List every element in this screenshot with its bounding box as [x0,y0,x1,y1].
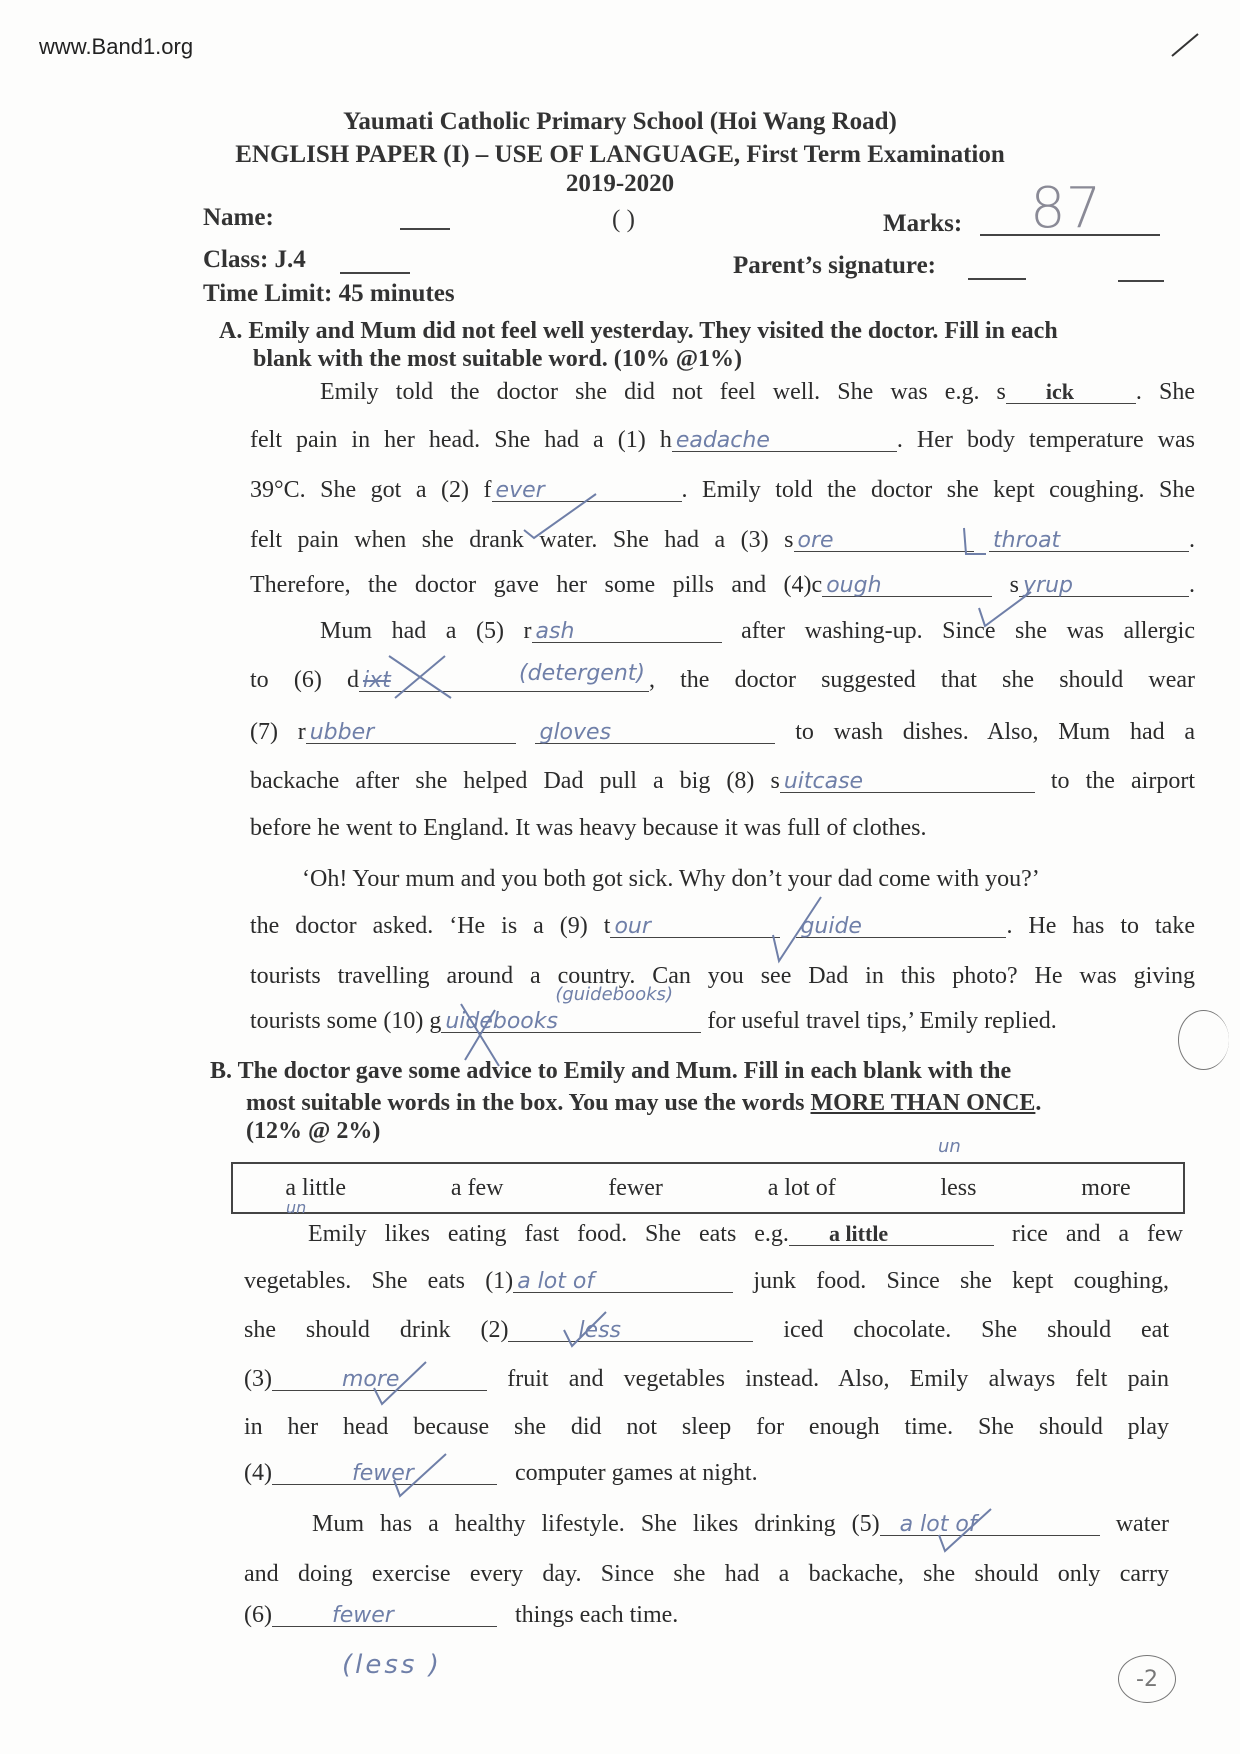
handwritten-answer: gloves [539,720,612,745]
passage-line [250,961,1195,991]
answer-blank-3a[interactable] [794,525,974,552]
deduction-mark: -2 [1118,1655,1176,1703]
passage-line [244,1266,1169,1296]
text: Mum has a healthy lifestyle. She likes drinking (5) [312,1511,880,1537]
passage-line [250,911,1195,941]
text: and doing exercise every day. Since she had a backache, she should only carry [244,1561,1169,1587]
word-option: fewer [608,1174,663,1201]
tick-mark-icon [390,1450,450,1500]
school-name: Yaumati Catholic Primary School (Hoi Wang Road) [343,108,897,135]
passage-line [244,1600,1169,1630]
example-answer: ick [1045,379,1075,404]
exam-year: 2019-2020 [565,170,675,197]
text: things each time. [514,1602,679,1628]
text: (7) r [250,719,306,745]
answer-blank-9a[interactable] [610,911,780,938]
text: . She [1135,379,1196,405]
text: most suitable words in the box. You may use the words [246,1090,811,1116]
text: iced chocolate. She should eat [783,1317,1169,1343]
handwritten-answer: guide [800,914,862,939]
passage-line [250,570,1195,600]
answer-blank-8[interactable] [780,766,1035,793]
handwritten-answer: ubber [309,720,375,745]
text: the doctor asked. ‘He is a (9) t [250,913,611,939]
passage-line [244,1315,1169,1345]
paper-title: ENGLISH PAPER (I) – USE OF LANGUAGE, First Term Examination [235,141,1005,168]
tick-mark-icon [935,1505,995,1555]
text: before he went to England. It was heavy because it was full of clothes. [250,815,927,841]
text: Therefore, the doctor gave her some pills and (4)c [250,572,823,598]
handwritten-answer: eadache [675,428,770,453]
watermark: www.Band1.org [39,34,194,59]
word-option: a little [285,1174,347,1201]
handwritten-answer: throat [993,528,1061,553]
handwritten-note: un [938,1136,961,1157]
tick-mark-icon [560,1310,610,1350]
text: tourists some (10) g [250,1008,442,1034]
answer-blank-b1[interactable] [513,1266,733,1293]
example-answer: a little [828,1221,889,1246]
passage-line [250,475,1195,505]
text: felt pain when she drank water. She had a (3) s [250,527,794,553]
text: . Her body temperature was [896,427,1195,453]
cross-mark-icon [385,652,455,702]
text: water [1115,1511,1170,1537]
section-b-instruction: B. The doctor gave some advice to Emily and Mum. Fill in each blank with the [210,1058,1012,1084]
answer-blank-b4[interactable] [272,1458,497,1485]
text: Mum had a (5) r [320,618,532,644]
handwritten-answer: ore [797,528,834,553]
tick-mark-icon [975,590,1035,630]
answer-blank-b6[interactable] [272,1600,497,1627]
emphasis-text: MORE THAN ONCE [810,1090,1036,1116]
answer-blank-3b[interactable] [989,525,1189,552]
section-b-marks: (12% @ 2%) [246,1118,381,1144]
text: to (6) d [250,667,359,693]
text: , the doctor suggested that she should wear [648,667,1196,693]
name-label: Name: [203,204,274,231]
text: rice and a few [1011,1221,1184,1247]
marks-label: Marks: [883,210,963,237]
text: 39°C. She got a (2) f [250,477,492,503]
text: to the airport [1050,768,1195,794]
passage-line [250,525,1195,555]
teacher-correction: (guidebooks) [555,984,673,1005]
text: felt pain in her head. She had a (1) h [250,427,672,453]
handwritten-note: un [286,1198,307,1217]
word-option: a lot of [767,1174,836,1201]
example-blank [1006,377,1136,404]
text: (4) [244,1460,272,1486]
handwritten-answer: a lot of [899,1512,977,1537]
passage-line [312,1509,1169,1539]
handwritten-answer: uitcase [783,769,864,794]
section-a-instruction: A. Emily and Mum did not feel well yesterday. They visited the doctor. Fill in each [219,318,1058,344]
passage-line [244,1458,1169,1488]
example-blank [789,1219,994,1246]
handwritten-answer: fewer [351,1461,414,1486]
section-b-instruction-2 [246,1090,1216,1117]
parent-signature-label: Parent’s signature: [733,252,936,279]
answer-blank-7a[interactable] [306,717,516,744]
handwritten-answer: fewer [331,1603,394,1628]
tick-mark-icon [765,895,825,965]
pen-stroke-mark [1170,32,1200,58]
handwritten-answer: our [614,914,651,939]
score-circle [1178,1010,1229,1070]
class-label: Class: J.4 [203,246,306,273]
signature-blank-2 [1118,280,1164,282]
answer-blank-9b[interactable] [796,911,1006,938]
text: fruit and vegetables instead. Also, Emily always felt pain [507,1366,1170,1392]
text: backache after she helped Dad pull a big (8) s [250,768,780,794]
text: Emily told the doctor she did not feel well. She was e.g. s [320,379,1006,405]
handwritten-answer: ever [495,478,545,503]
handwritten-answer: less [578,1318,622,1343]
answer-blank-7b[interactable] [535,717,775,744]
word-option: less [940,1174,977,1201]
text: in her head because she did not sleep for enough time. She should play [244,1414,1169,1440]
tick-mark-icon [960,520,990,560]
answer-blank-4a[interactable] [822,570,992,597]
text: . [1189,527,1195,553]
passage-line [320,616,1195,646]
answer-blank-b2[interactable] [508,1315,753,1342]
passage-line [302,864,1177,894]
marks-value: 87 [1030,176,1102,241]
name-blank[interactable] [400,228,450,230]
word-option: a few [450,1174,504,1201]
word-option: more [1081,1174,1131,1201]
text: junk food. Since she kept coughing, [753,1268,1169,1294]
handwritten-answer: ash [535,619,575,644]
text: she should drink (2) [244,1317,509,1343]
text: after washing-up. Since she was allergic [741,618,1195,644]
text: (6) [244,1602,272,1628]
teacher-correction: (detergent) [519,661,645,686]
text: . [1189,572,1196,598]
passage-line [244,1559,1169,1589]
signature-blank[interactable] [968,278,1026,280]
text: (3) [244,1366,272,1392]
tick-mark-icon [520,490,600,540]
handwritten-answer: yrup [1023,573,1073,598]
text: computer games at night. [514,1460,758,1486]
text: . Emily told the doctor she kept coughing. She [681,477,1195,503]
passage-line [250,813,1195,843]
handwritten-answer: uidebooks [445,1009,558,1034]
answer-blank-5[interactable] [532,616,722,643]
word-box [231,1162,1185,1214]
passage-line [320,377,1195,407]
section-a-instruction-2: blank with the most suitable word. (10% @1%) [253,346,743,372]
passage-line [250,717,1195,747]
class-number-brackets: ( ) [612,206,635,233]
tick-mark-icon [370,1358,430,1408]
text: vegetables. She eats (1) [244,1268,514,1294]
passage-line [308,1219,1183,1249]
text: for useful travel tips,’ Emily replied. [707,1008,1057,1034]
text: tourists travelling around a country. Can you see Dad in this photo? He was giving [250,963,1195,989]
cross-mark-icon [455,1000,505,1070]
handwritten-answer: a lot of [517,1269,595,1294]
teacher-correction: (less ) [342,1650,442,1680]
class-blank [340,272,410,274]
passage-line [250,984,1195,1036]
handwritten-answer: ough [826,573,882,598]
text: ‘Oh! Your mum and you both got sick. Why don’t your dad come with you?’ [302,866,1040,892]
passage-line [250,766,1195,796]
text: to wash dishes. Also, Mum had a [795,719,1196,745]
passage-line [244,1412,1169,1442]
handwritten-answer: ixt [362,668,391,693]
answer-blank-4b[interactable] [1019,570,1189,597]
answer-blank-1[interactable] [672,425,897,452]
text: Emily likes eating fast food. She eats e.g. [308,1221,789,1247]
text: s [1009,572,1020,598]
time-limit: Time Limit: 45 minutes [203,280,455,307]
handwritten-answer: more [341,1367,400,1392]
passage-line [250,425,1195,455]
text: . He has to take [1006,913,1195,939]
text: . [1035,1090,1042,1116]
